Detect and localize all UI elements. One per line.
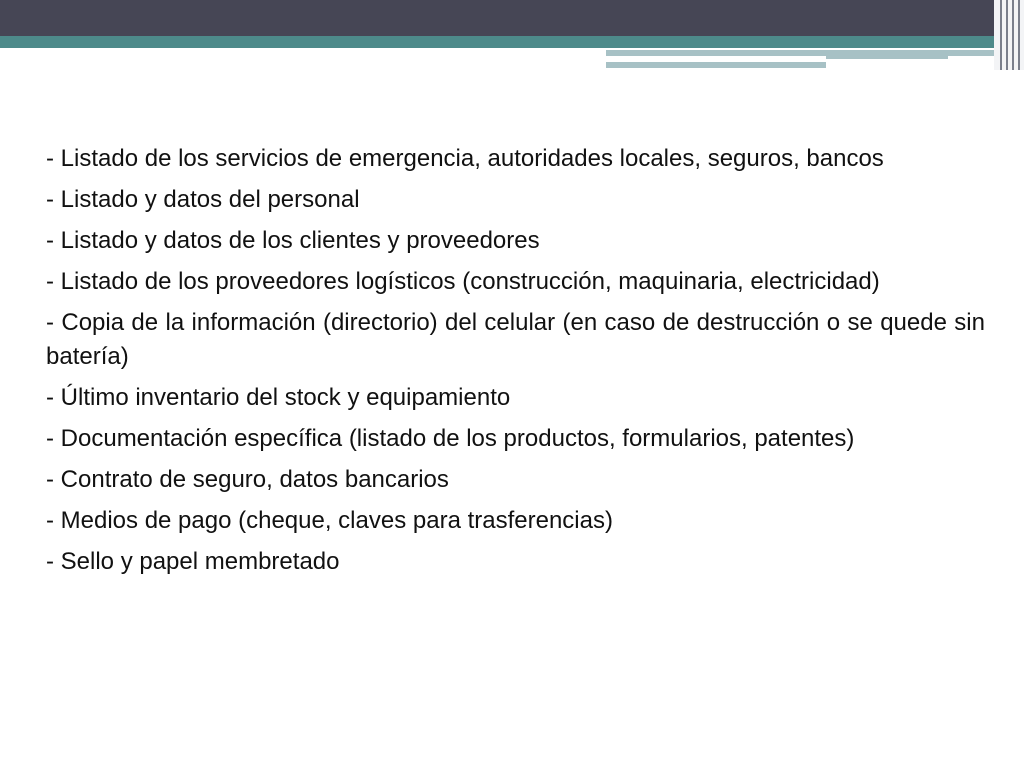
list-item: - Listado de los servicios de emergencia, autoridades locales, seguros, bancos — [46, 145, 884, 172]
header-accent-bar-2 — [606, 62, 826, 68]
list-item: - Listado y datos del personal — [46, 186, 360, 213]
content-list — [46, 142, 985, 586]
list-item: - Medios de pago (cheque, claves para trasferencias) — [46, 507, 613, 534]
list-item: - Listado de los proveedores logísticos (construcción, maquinaria, electricidad) — [46, 268, 880, 295]
corner-line — [1012, 0, 1014, 70]
header-teal-bar — [0, 36, 1000, 48]
corner-line — [1018, 0, 1020, 70]
corner-line — [1000, 0, 1002, 70]
header-dark-bar — [0, 0, 1024, 36]
list-item: - Documentación específica (listado de los productos, formularios, patentes) — [46, 425, 855, 452]
list-item: - Sello y papel membretado — [46, 548, 340, 575]
list-item: - Contrato de seguro, datos bancarios — [46, 466, 449, 493]
list-item: - Listado y datos de los clientes y proveedores — [46, 227, 540, 254]
list-item: - Copia de la información (directorio) del celular (en caso de destrucción o se quede sin batería) — [46, 309, 985, 370]
header-accent-bar-3 — [826, 56, 948, 59]
corner-decoration — [994, 0, 1024, 70]
list-item: - Último inventario del stock y equipamiento — [46, 384, 511, 411]
corner-line — [1006, 0, 1008, 70]
